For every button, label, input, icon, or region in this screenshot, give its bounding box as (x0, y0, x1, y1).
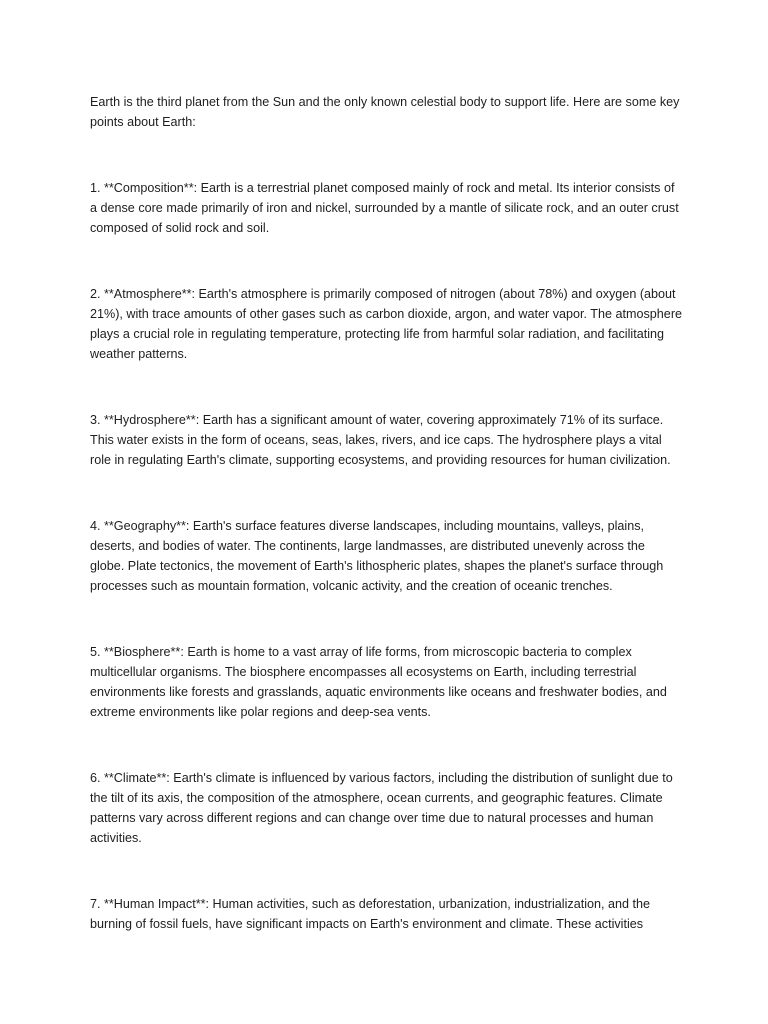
climate-paragraph: 6. **Climate**: Earth's climate is influenced by various factors, including the distribution of sunlight due to the tilt of its axis, the composition of the atmosphere, ocean currents, and geographic features. Climate patterns vary across different regions and can change over time due to natural processes and human activities. (90, 771, 673, 845)
hydrosphere-paragraph: 3. **Hydrosphere**: Earth has a significant amount of water, covering approximately 71% of its surface. This water exists in the form of oceans, seas, lakes, rivers, and ice caps. The hydrosphere plays a vital role in regulating Earth's climate, supporting ecosystems, and providing resources for human civilization. (90, 413, 671, 467)
composition-paragraph: 1. **Composition**: Earth is a terrestrial planet composed mainly of rock and metal. Its interior consists of a dense core made primarily of iron and nickel, surrounded by a mantle of silicate rock, and an outer crust composed of solid rock and soil. (90, 181, 679, 235)
atmosphere-paragraph: 2. **Atmosphere**: Earth's atmosphere is primarily composed of nitrogen (about 78%) and oxygen (about 21%), with trace amounts of other gases such as carbon dioxide, argon, and water vapor. The atmosphere plays a crucial role in regulating temperature, protecting life from harmful solar radiation, and facilitating weather patterns. (90, 287, 683, 361)
human-impact-paragraph: 7. **Human Impact**: Human activities, such as deforestation, urbanization, industrialization, and the burning of fossil fuels, have significant impacts on Earth's environment and climate. These activities (90, 897, 651, 931)
biosphere-paragraph: 5. **Biosphere**: Earth is home to a vast array of life forms, from microscopic bacteria to complex multicellular organisms. The biosphere encompasses all ecosystems on Earth, including terrestrial environments like forests and grasslands, aquatic environments like oceans and freshwater bodies, and extreme environments like polar regions and deep-sea vents. (90, 645, 667, 719)
document-body (90, 92, 682, 980)
geography-paragraph: 4. **Geography**: Earth's surface features diverse landscapes, including mountains, valleys, plains, deserts, and bodies of water. The continents, large landmasses, are distributed unevenly across the globe. Plate tectonics, the movement of Earth's lithospheric plates, shapes the planet's surface through processes such as mountain formation, volcanic activity, and the creation of oceanic trenches. (90, 519, 664, 593)
intro-paragraph: Earth is the third planet from the Sun and the only known celestial body to support life. Here are some key points about Earth: (90, 95, 680, 129)
